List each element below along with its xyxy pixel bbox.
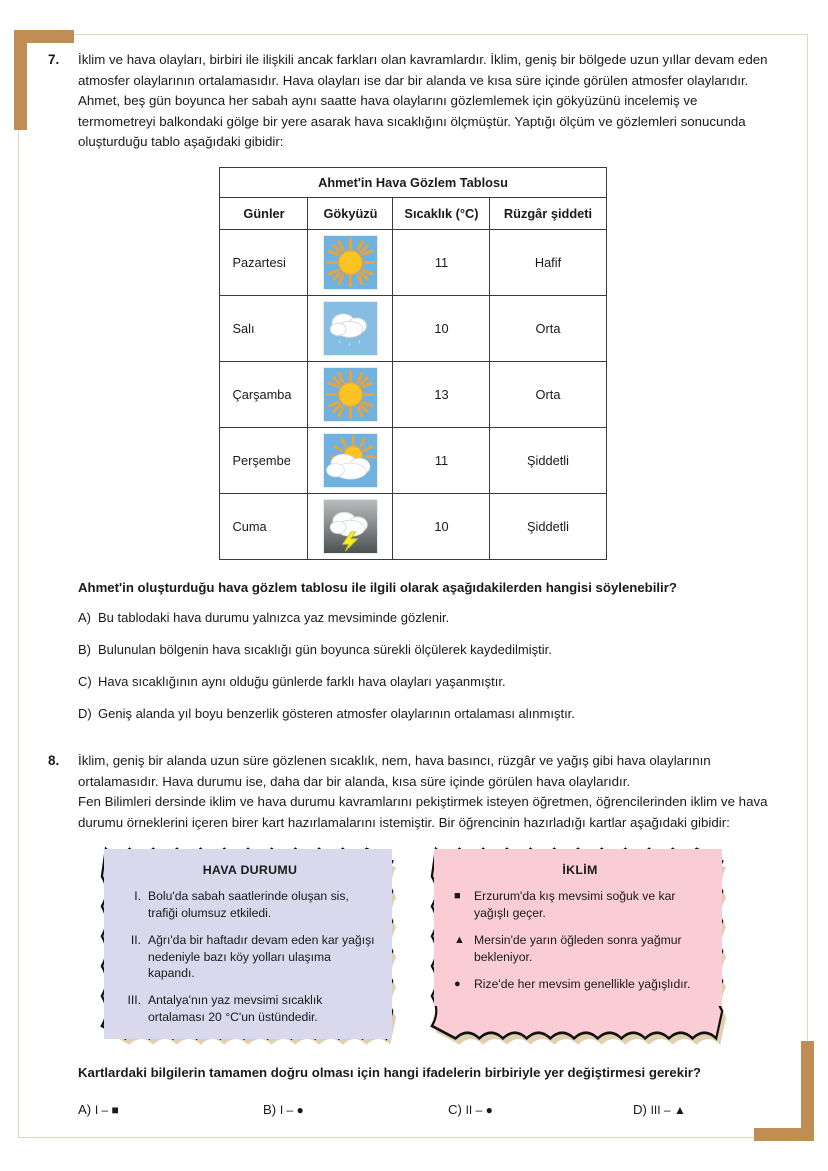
question-8-paragraph-2: Fen Bilimleri dersinde iklim ve hava durumu kavramlarını pekiştirmek isteyen öğretmen, öğrencilerinden iklim ve hava durumu örneklerini içeren birer kart hazırlamalarını istemiştir. Bir öğrencinin hazırladığı kartlar aşağıdaki gibidir: xyxy=(78,794,768,830)
option-c-letter: C) xyxy=(78,673,92,689)
item-marker: II. xyxy=(130,933,141,948)
option-b-text: I – ● xyxy=(279,1103,304,1118)
question-7 xyxy=(48,50,778,723)
option-d[interactable] xyxy=(78,704,778,723)
cell-day: Çarşamba xyxy=(220,361,308,427)
cell-sky xyxy=(308,427,393,493)
card-item xyxy=(124,932,376,981)
item-text: Ağrı'da bir haftadır devam eden kar yağışı nedeniyle bazı köy yolları ulaşıma kapandı. xyxy=(148,933,375,980)
weather-table-body xyxy=(220,229,606,559)
column-header-days: Günler xyxy=(220,197,308,229)
option-b[interactable] xyxy=(78,640,778,659)
cell-wind: Şiddetli xyxy=(490,493,606,559)
card-iklim-title: İKLİM xyxy=(562,863,598,878)
item-text: Rize'de her mevsim genellikle yağışlıdır. xyxy=(474,976,691,991)
question-8-paragraph-1: İklim, geniş bir alanda uzun süre gözlenen sıcaklık, nem, hava basıncı, rüzgâr ve yağış gibi hava olaylarının ortalamasıdır. Hava durumu ise, daha dar bir alanda, kısa süre içinde görülen hava olaylarıdır. xyxy=(78,752,711,789)
option-c[interactable] xyxy=(78,672,778,691)
cell-wind: Orta xyxy=(490,295,606,361)
cell-wind: Orta xyxy=(490,361,606,427)
question-7-paragraph: İklim ve hava olayları, birbiri ile ilişkili ancak farkları olan kavramlardır. İklim, geniş bir bölgede uzun yıllar devam eden atmosfer olaylarının ortalamasıdır. Hava olayları ise dar bir alanda ve kısa süre içinde görülen atmosfer olaylarıdır. Ahmet, beş gün boyunca her sabah aynı saatte hava olaylarını gözlemlemek için gökyüzünü incelemiş ve termometreyi balkondaki gölge bir yere asarak hava sıcaklığını ölçmüştür. Yaptığı ölçüm ve gözlemleri sonucunda oluşturduğu tablo aşağıdaki gibidir: xyxy=(78,52,768,150)
table-row xyxy=(220,493,606,559)
card-iklim xyxy=(434,849,722,1039)
question-7-options xyxy=(48,608,778,723)
card-hava-durumu xyxy=(104,849,392,1039)
weather-table-title: Ahmet'in Hava Gözlem Tablosu xyxy=(220,167,606,197)
cell-day: Salı xyxy=(220,295,308,361)
card-iklim-items xyxy=(454,888,706,992)
question-7-number: 7. xyxy=(48,52,60,67)
cell-day: Perşembe xyxy=(220,427,308,493)
option-b[interactable] xyxy=(263,1102,448,1117)
option-d-letter: D) xyxy=(78,705,92,721)
card-item xyxy=(454,976,706,992)
item-marker: I. xyxy=(134,889,141,904)
weather-observation-table xyxy=(219,167,606,560)
table-header-row xyxy=(220,197,606,229)
option-c-text: II – ● xyxy=(465,1103,493,1118)
table-row xyxy=(220,361,606,427)
card-item xyxy=(124,888,376,921)
question-8 xyxy=(48,751,778,1117)
question-8-prompt: Kartlardaki bilgilerin tamamen doğru olması için hangi ifadelerin birbiriyle yer değiştirmesi gerekir? xyxy=(78,1065,701,1081)
card-hava-items xyxy=(124,888,376,1025)
cell-sky xyxy=(308,229,393,295)
option-a-letter: A) xyxy=(78,1102,92,1118)
cell-temperature: 10 xyxy=(393,295,490,361)
option-a-text: I – ■ xyxy=(94,1103,119,1118)
cell-day: Pazartesi xyxy=(220,229,308,295)
question-8-number: 8. xyxy=(48,752,60,768)
question-8-options xyxy=(48,1102,778,1117)
option-d-text: III – ▲ xyxy=(650,1103,686,1118)
cell-wind: Şiddetli xyxy=(490,427,606,493)
item-text: Erzurum'da kış mevsimi soğuk ve kar yağışlı geçer. xyxy=(474,889,676,920)
item-marker: III. xyxy=(127,993,141,1008)
question-7-prompt: Ahmet'in oluşturduğu hava gözlem tablosu ile ilgili olarak aşağıdakilerden hangisi söylenebilir? xyxy=(78,579,677,595)
square-marker-icon: ■ xyxy=(454,890,461,903)
cell-temperature: 11 xyxy=(393,427,490,493)
card-item xyxy=(454,932,706,965)
thunderstorm-icon xyxy=(323,499,378,554)
cell-temperature: 11 xyxy=(393,229,490,295)
table-row xyxy=(220,295,606,361)
option-a-letter: A) xyxy=(78,609,91,625)
partly-cloudy-icon xyxy=(323,433,378,488)
column-header-temp: Sıcaklık (°C) xyxy=(393,197,490,229)
card-item xyxy=(124,992,376,1025)
worksheet-content xyxy=(18,34,808,1138)
cell-sky xyxy=(308,361,393,427)
cell-wind: Hafif xyxy=(490,229,606,295)
option-b-text: Bulunulan bölgenin hava sıcaklığı gün boyunca sürekli ölçülerek kaydedilmiştir. xyxy=(98,641,552,657)
option-d-letter: D) xyxy=(633,1102,647,1118)
cell-sky xyxy=(308,295,393,361)
item-text: Antalya'nın yaz mevsimi sıcaklık ortalaması 20 °C'un üstündedir. xyxy=(148,993,323,1024)
sunny-icon xyxy=(323,367,378,422)
rainy-icon xyxy=(323,301,378,356)
concept-cards-row xyxy=(48,849,778,1039)
item-text: Bolu'da sabah saatlerinde oluşan sis, trafiği olumsuz etkiledi. xyxy=(148,889,349,920)
table-row xyxy=(220,229,606,295)
cell-day: Cuma xyxy=(220,493,308,559)
triangle-marker-icon: ▲ xyxy=(454,934,465,947)
cell-sky xyxy=(308,493,393,559)
option-d-text: Geniş alanda yıl boyu benzerlik gösteren atmosfer olaylarının ortalaması alınmıştır. xyxy=(98,705,575,721)
option-a[interactable] xyxy=(78,608,778,627)
option-a[interactable] xyxy=(78,1102,263,1117)
table-title-row xyxy=(220,167,606,197)
option-c-text: Hava sıcaklığının aynı olduğu günlerde farklı hava olayları yaşanmıştır. xyxy=(98,673,506,689)
option-c-letter: C) xyxy=(448,1102,462,1118)
option-a-text: Bu tablodaki hava durumu yalnızca yaz mevsiminde gözlenir. xyxy=(98,609,450,625)
option-b-letter: B) xyxy=(78,641,91,657)
option-b-letter: B) xyxy=(263,1102,277,1118)
card-hava-title: HAVA DURUMU xyxy=(202,863,298,878)
column-header-sky: Gökyüzü xyxy=(308,197,393,229)
option-d[interactable] xyxy=(633,1102,818,1117)
item-text: Mersin'de yarın öğleden sonra yağmur bekleniyor. xyxy=(474,933,682,964)
weather-table-wrapper xyxy=(48,167,778,560)
table-row xyxy=(220,427,606,493)
option-c[interactable] xyxy=(448,1102,633,1117)
cell-temperature: 13 xyxy=(393,361,490,427)
circle-marker-icon: ● xyxy=(454,977,461,990)
card-item xyxy=(454,888,706,921)
cell-temperature: 10 xyxy=(393,493,490,559)
column-header-wind: Rüzgâr şiddeti xyxy=(490,197,606,229)
sunny-icon xyxy=(323,235,378,290)
